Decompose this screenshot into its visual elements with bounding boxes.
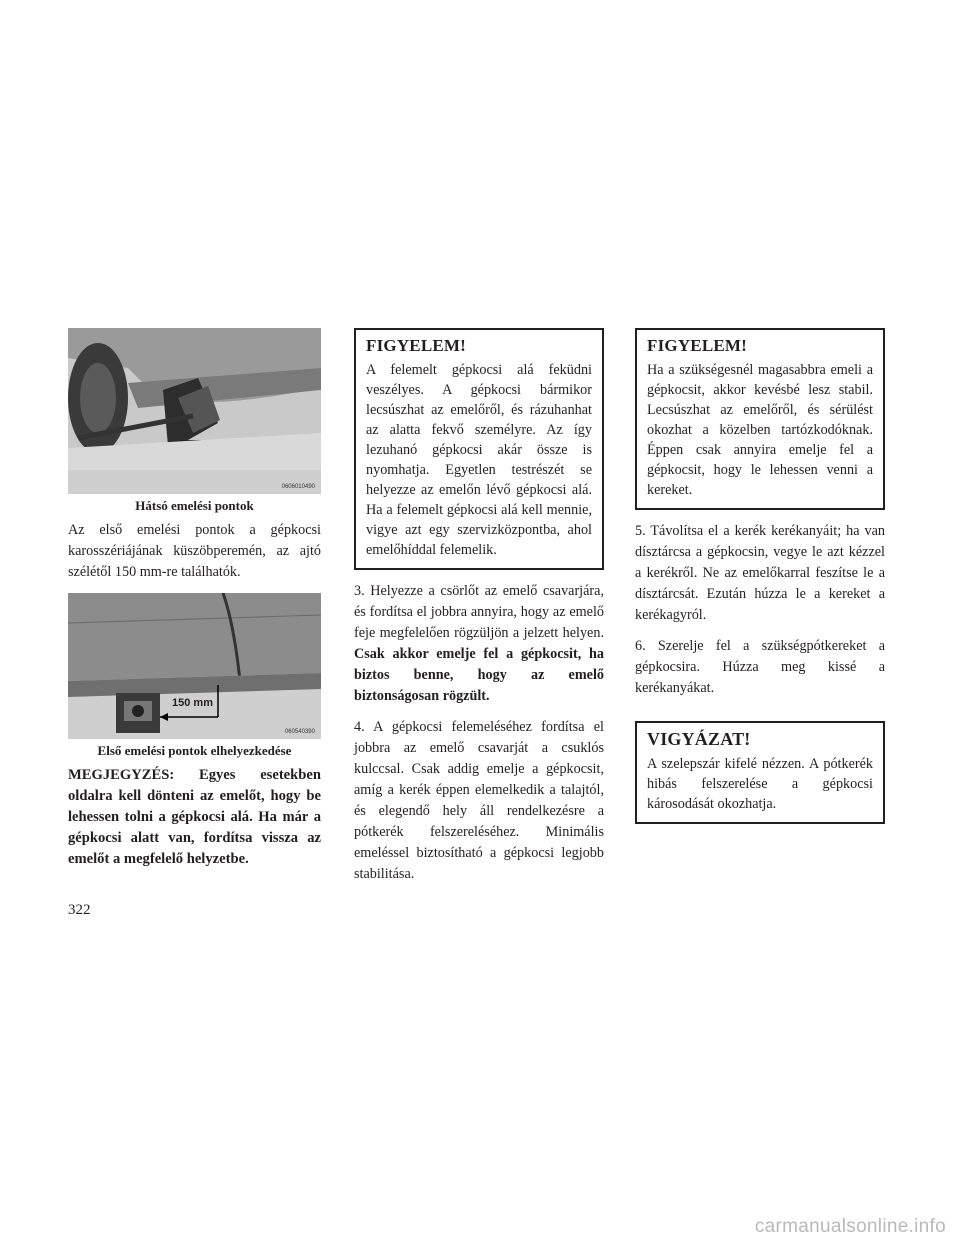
note-label: MEGJEGYZÉS: <box>68 767 175 783</box>
warning-box <box>635 328 885 510</box>
rear-lift-points-figure <box>68 328 321 494</box>
figure-caption: Hátsó emelési pontok <box>135 498 254 513</box>
middle-column <box>354 328 604 895</box>
caution-text: A szelepszár kifelé nézzen. A pótkerék hibás felszerelése a gépkocsi károsodását okozhatja. <box>647 756 873 812</box>
warning-text: A felemelt gépkocsi alá feküdni veszélyes. A gépkocsi bármikor lecsúszhat az emelőről, és rázuhanhat az alatta fekvő személyre. Az így lezuhanó gépkocsi akár össze is nyomhatja. Egyetlen testrészét se helyezze az emelőn lévő gépkocsi alá. Ha a felemelt gépkocsi alá kell mennie, vigye azt egy szervizközpontba, ahol emelőhíddal felemelik. <box>366 362 592 558</box>
warning-title: FIGYELEM! <box>366 336 467 355</box>
note-paragraph <box>68 765 321 870</box>
warning-box <box>354 328 604 570</box>
right-column <box>635 328 885 835</box>
front-jack-illustration <box>68 593 321 739</box>
step-3-emphasis: Csak akkor emelje fel a gépkocsit, ha biztos benne, hogy az emelő biztonságosan rögzült. <box>354 646 604 704</box>
step-3 <box>354 581 604 707</box>
left-column <box>68 328 321 880</box>
rear-jack-illustration <box>68 328 321 470</box>
figure-code: 060540390 <box>284 729 315 735</box>
note-text: Egyes esetekben oldalra kell dönteni az emelőt, hogy be lehessen tolni a gépkocsi alá. Ha már a gépkocsi alatt van, fordítsa vissza az emelőt a megfelelő helyzetbe. <box>68 767 321 867</box>
front-lift-points-paragraph: Az első emelési pontok a gépkocsi karosszériájának küszöbperemén, az ajtó szélétől 150 mm-re találhatók. <box>68 522 321 580</box>
figure-code: 0606010490 <box>281 484 315 490</box>
caution-title: VIGYÁZAT! <box>647 729 751 749</box>
warning-text: Ha a szükségesnél magasabbra emeli a gépkocsit, akkor kevésbé lesz stabil. Lecsúszhat az emelőről, és sérülést okozhat a közelben tartózkodóknak. Éppen csak annyira emelje fel a gépkocsit, hogy le lehessen venni a kereket. <box>647 362 873 498</box>
page-number: 322 <box>68 902 91 918</box>
warning-title: FIGYELEM! <box>647 336 748 355</box>
caution-box <box>635 721 885 824</box>
watermark: carmanualsonline.info <box>754 1216 946 1237</box>
step-4: 4. A gépkocsi felemeléséhez fordítsa el jobbra az emelő csavarját a csuklós kulccsal. Csak addig emelje a gépkocsit, amíg a kerék éppen elemelkedik a talajtól, és elegendő hely áll rendelkezésre a pótkerék felszereléséhez. Minimális emeléssel biztosítható a gépkocsi legjobb stabilitása. <box>354 719 604 882</box>
front-lift-points-figure <box>68 593 321 739</box>
step-6: 6. Szerelje fel a szükségpótkereket a gépkocsira. Húzza meg kissé a kerékanyákat. <box>635 638 885 696</box>
distance-callout: 150 mm <box>172 697 213 709</box>
step-5: 5. Távolítsa el a kerék kerékanyáit; ha van dísztárcsa a gépkocsin, vegye le azt kézzel a kerékről. Ne az emelőkarral feszítse le a dísztárcsát. Ezután húzza le a kereket a kerékagyról. <box>635 523 885 623</box>
figure-caption: Első emelési pontok elhelyezkedése <box>97 743 292 758</box>
step-3-text: 3. Helyezze a csörlőt az emelő csavarjára, és fordítsa el jobbra annyira, hogy az emelő feje megfelelően rögzüljön a jelzett helyen. <box>354 583 604 641</box>
